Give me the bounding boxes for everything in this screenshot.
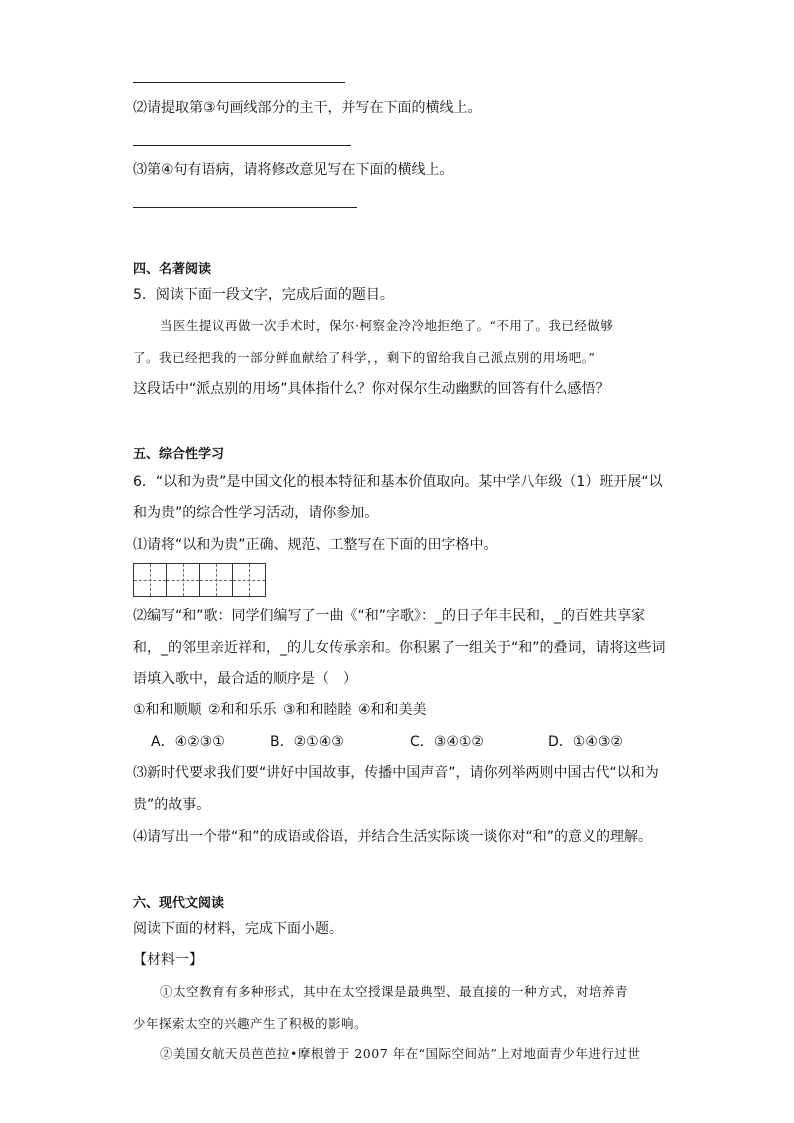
tianzige-cell[interactable] (133, 563, 167, 597)
q6-sub4: ⑷请写出一个带“和”的成语或俗语，并结合生活实际谈一谈你对“和”的意义的理解。 (133, 829, 653, 845)
tianzige-grid[interactable] (133, 563, 265, 597)
q4-sub2-text: ⑵请提取第③句画线部分的主干，并写在下面的横线上。 (133, 100, 482, 116)
tianzige-cell[interactable] (199, 563, 233, 597)
material-p2-line-1: ②美国女航天员芭芭拉•摩根曾于 2007 年在“国际空间站”上对地面青少年进行过世 (160, 1046, 641, 1061)
material-title: 【材料一】 (133, 952, 203, 968)
answer-line-3[interactable] (133, 207, 357, 208)
q6-word-list: ①和和顺顺 ②和和乐乐 ③和和睦睦 ④和和美美 (133, 702, 427, 718)
answer-line-2[interactable] (133, 145, 351, 146)
passage-line-2: 了。我已经把我的一部分鲜血献给了科学，，剩下的留给我自己派点别的用场吧。” (133, 350, 596, 365)
answer-line-1[interactable] (133, 82, 345, 83)
option-d[interactable]: D．①④③② (548, 734, 623, 750)
section4-heading: 四、名著阅读 (133, 262, 212, 277)
q6-line-2: 和为贵”的综合性学习活动，请你参加。 (133, 505, 379, 521)
q6-sub2-line-3: 语填入歌中，最合适的顺序是（ ） (133, 671, 357, 687)
tianzige-cell[interactable] (232, 563, 266, 597)
tianzige-cell[interactable] (166, 563, 200, 597)
option-c[interactable]: C．③④①② (410, 734, 484, 750)
section6-heading: 六、现代文阅读 (133, 896, 225, 911)
q6-sub3-line-1: ⑶新时代要求我们要“讲好中国故事，传播中国声音”，请你列举两则中国古代“以和为 (133, 765, 659, 781)
q6-sub2-line-2: 和，_的邻里亲近祥和，_的儿女传承亲和。你积累了一组关于“和”的叠词，请将这些词 (133, 640, 666, 656)
section6-intro: 阅读下面的材料，完成下面小题。 (133, 921, 343, 937)
material-p1-line-2: 少年探索太空的兴趣产生了积极的影响。 (133, 1016, 368, 1031)
q5-intro: 5．阅读下面一段文字，完成后面的题目。 (133, 287, 394, 303)
material-p1-line-1: ①太空教育有多种形式，其中在太空授课是最典型、最直接的一种方式，对培养青 (160, 984, 629, 999)
q6-line-1: 6．“以和为贵”是中国文化的根本特征和基本价值取向。某中学八年级（1）班开展“以 (133, 474, 663, 490)
q4-sub3-text: ⑶第④句有语病，请将修改意见写在下面的横线上。 (133, 162, 454, 178)
section5-heading: 五、综合性学习 (133, 447, 225, 462)
passage-line-1: 当医生提议再做一次手术时，保尔·柯察金冷冷地拒绝了。“不用了。我已经做够 (160, 318, 614, 333)
option-a[interactable]: A．④②③① (151, 734, 225, 750)
q6-sub3-line-2: 贵”的故事。 (133, 797, 211, 813)
q5-question: 这段话中“派点别的用场”具体指什么？你对保尔生动幽默的回答有什么感悟？ (133, 381, 610, 397)
option-b[interactable]: B．②①④③ (270, 734, 344, 750)
q6-sub1: ⑴请将“以和为贵”正确、规范、工整写在下面的田字格中。 (133, 537, 498, 553)
q6-sub2-line-1: ⑵编写“和”歌：同学们编写了一曲《“和”字歌》：_的日子年丰民和，_的百姓共享家 (133, 608, 646, 624)
